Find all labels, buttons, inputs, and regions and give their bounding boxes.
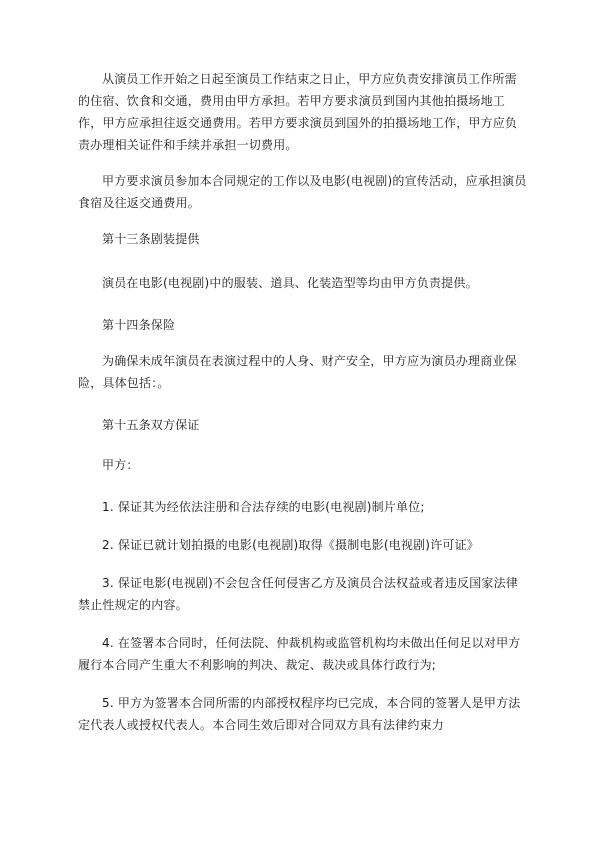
heading-article-15: 第十五条双方保证 xyxy=(102,418,200,432)
paragraph-accommodation: 从演员工作开始之日起至演员工作结束之日止，甲方应负责安排演员工作所需的住宿、饮食和交通，费用由甲方承担。若甲方要求演员到国内其他拍摄场地工作，甲方应承担往返交通费用。若甲方要求演员到国外的拍摄场地工作，甲方应负责办理相关证件和手续并承担一切费用。 xyxy=(78,72,518,152)
heading-article-13: 第十三条剧装提供 xyxy=(102,232,200,246)
paragraph-publicity-expenses: 甲方要求演员参加本合同规定的工作以及电影(电视剧)的宣传活动，应承担演员食宿及往返交通费用。 xyxy=(78,174,527,210)
clause-4: 4. 在签署本合同时，任何法院、仲裁机构或监管机构均未做出任何足以对甲方履行本合同产生重大不利影响的判决、裁定、裁决或具体行政行为; xyxy=(78,636,521,672)
clause-5: 5. 甲方为签署本合同所需的内部授权程序均已完成，本合同的签署人是甲方法定代表人或授权代表人。本合同生效后即对合同双方具有法律约束力 xyxy=(78,696,521,732)
party-a-label: 甲方： xyxy=(102,458,139,472)
clause-1: 1. 保证其为经依法注册和合法存续的电影(电视剧)制片单位; xyxy=(102,500,425,514)
heading-article-14: 第十四条保险 xyxy=(102,318,176,332)
clause-2: 2. 保证已就计划拍摄的电影(电视剧)取得《摄制电影(电视剧)许可证》 xyxy=(102,538,479,552)
paragraph-costume: 演员在电影(电视剧)中的服装、道具、化装造型等均由甲方负责提供。 xyxy=(102,276,478,290)
paragraph-insurance: 为确保未成年演员在表演过程中的人身、财产安全，甲方应为演员办理商业保险，具体包括：。 xyxy=(78,354,517,390)
clause-3: 3. 保证电影(电视剧)不会包含任何侵害乙方及演员合法权益或者违反国家法律禁止性规定的内容。 xyxy=(78,576,519,612)
